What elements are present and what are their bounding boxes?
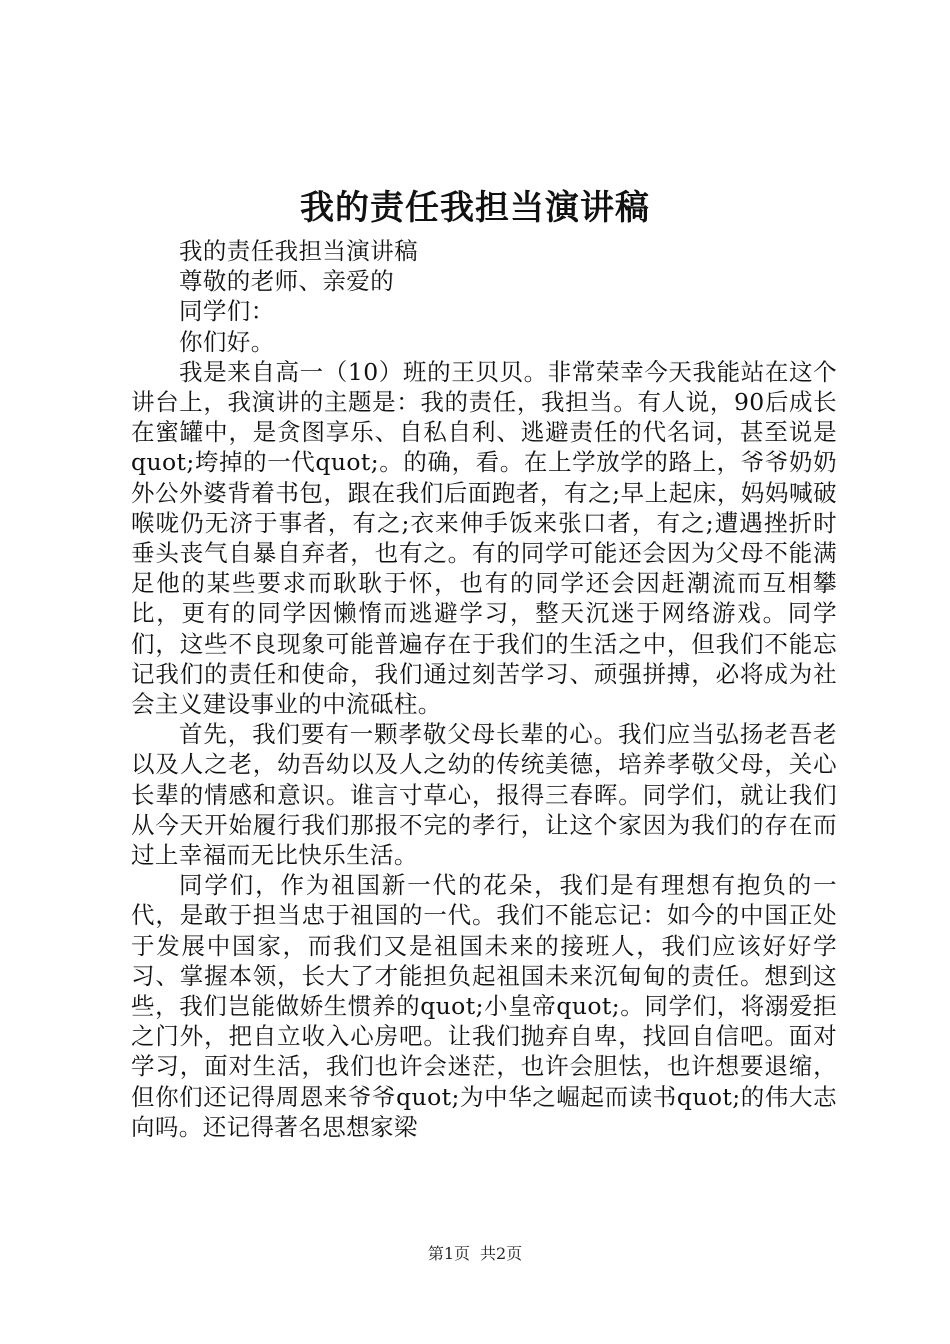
paragraph: 你们好。 bbox=[179, 327, 275, 356]
paragraph: 同学们，作为祖国新一代的花朵，我们是有理想有抱负的一代，是敢于担当忠于祖国的一代。我们不能忘记：如今的中国正处于发展中国家，而我们又是祖国未来的接班人，我们应该好好学习、掌握本领，长大了才能担负起祖国未来沉甸甸的责任。想到这些，我们岂能做娇生惯养的quot;小皇帝quot;。同学们，将溺爱拒之门外，把自立收入心房吧。让我们抛弃自卑，找回自信吧。面对学习，面对生活，我们也许会迷茫，也许会胆怯，也许想要退缩，但你们还记得周恩来爷爷quot;为中华之崛起而读书quot;的伟大志向吗。还记得著名思想家梁 bbox=[131, 871, 837, 1141]
page-total: 共2页 bbox=[480, 1244, 523, 1263]
page-number: 第1页 bbox=[427, 1244, 470, 1263]
document-title: 我的责任我担当演讲稿 bbox=[300, 188, 650, 228]
paragraph: 首先，我们要有一颗孝敬父母长辈的心。我们应当弘扬老吾老以及人之老，幼吾幼以及人之幼的传统美德，培养孝敬父母，关心长辈的情感和意识。谁言寸草心，报得三春晖。同学们，就让我们从今天开始履行我们那报不完的孝行，让这个家因为我们的存在而过上幸福而无比快乐生活。 bbox=[131, 720, 837, 870]
page-footer bbox=[0, 1244, 950, 1264]
paragraph: 同学们： bbox=[179, 297, 275, 326]
paragraph: 我的责任我担当演讲稿 bbox=[179, 237, 418, 265]
paragraph: 尊敬的老师、亲爱的 bbox=[179, 267, 395, 296]
document-body bbox=[131, 236, 837, 1142]
paragraph: 我是来自高一（10）班的王贝贝。非常荣幸今天我能站在这个讲台上，我演讲的主题是：我的责任，我担当。有人说，90后成长在蜜罐中，是贪图享乐、自私自利、逃避责任的代名词，甚至说是quot;垮掉的一代quot;。的确，看。在上学放学的路上，爷爷奶奶外公外婆背着书包，跟在我们后面跑者，有之;早上起床，妈妈喊破喉咙仍无济于事者，有之;衣来伸手饭来张口者，有之;遭遇挫折时垂头丧气自暴自弃者，也有之。有的同学可能还会因为父母不能满足他的某些要求而耿耿于怀，也有的同学还会因赶潮流而互相攀比，更有的同学因懒惰而逃避学习，整天沉迷于网络游戏。同学们，这些不良现象可能普遍存在于我们的生活之中，但我们不能忘记我们的责任和使命，我们通过刻苦学习、顽强拼搏，必将成为社会主义建设事业的中流砥柱。 bbox=[131, 357, 837, 719]
